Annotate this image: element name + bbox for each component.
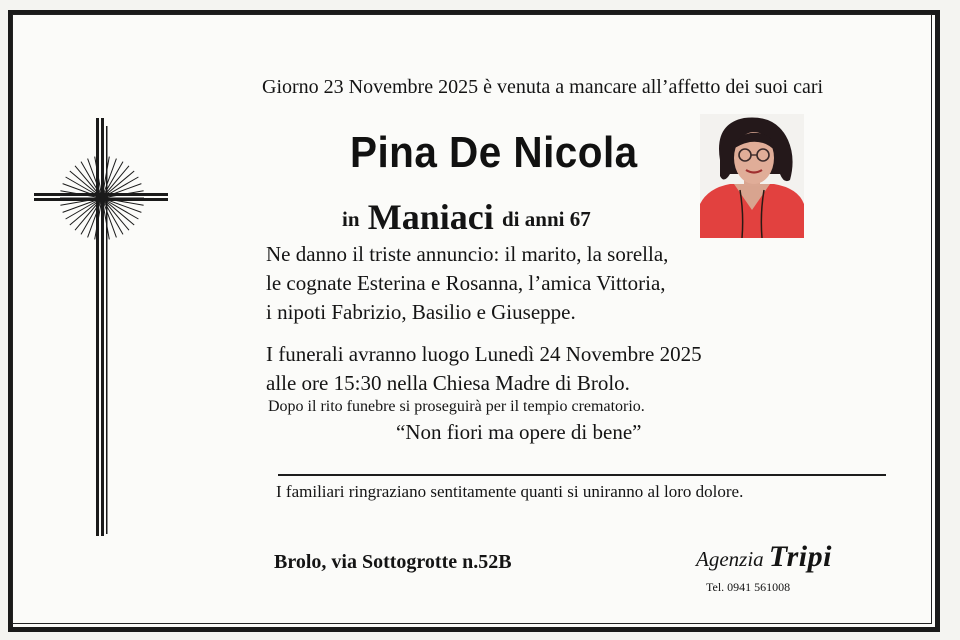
agency-logo [696, 540, 832, 574]
announcement-line: Ne danno il triste annuncio: il marito, la sorella, [266, 242, 669, 266]
maiden-name-line [342, 196, 591, 238]
maiden-surname: Maniaci [367, 197, 494, 237]
deceased-name: Pina De Nicola [350, 128, 638, 177]
announcement-paragraph [266, 240, 668, 327]
agency-name: Tripi [768, 540, 832, 573]
funeral-line: alle ore 15:30 nella Chiesa Madre di Brolo. [266, 371, 630, 395]
quote: “Non fiori ma opere di bene” [396, 420, 642, 444]
cremation-note: Dopo il rito funebre si proseguirà per il tempio crematorio. [268, 398, 645, 415]
address: Brolo, via Sottogrotte n.52B [274, 551, 512, 573]
funeral-paragraph [266, 340, 702, 398]
announcement-line: le cognate Esterina e Rosanna, l’amica Vittoria, [266, 271, 666, 295]
divider [278, 474, 886, 476]
agency-phone: Tel. 0941 561008 [706, 580, 791, 594]
announcement-line: i nipoti Fabrizio, Basilio e Giuseppe. [266, 300, 576, 324]
maiden-prefix: in [342, 207, 360, 231]
funeral-line: I funerali avranno luogo Lunedì 24 Novembre 2025 [266, 342, 702, 366]
radiant-cross-icon [34, 118, 174, 543]
agency-word: Agenzia [696, 547, 764, 571]
intro-line: Giorno 23 Novembre 2025 è venuta a mancare all’affetto dei suoi cari [262, 76, 824, 98]
age-text: di anni 67 [502, 207, 591, 231]
thanks-line: I familiari ringraziano sentitamente quanti si uniranno al loro dolore. [276, 482, 744, 501]
portrait-photo [700, 114, 804, 238]
